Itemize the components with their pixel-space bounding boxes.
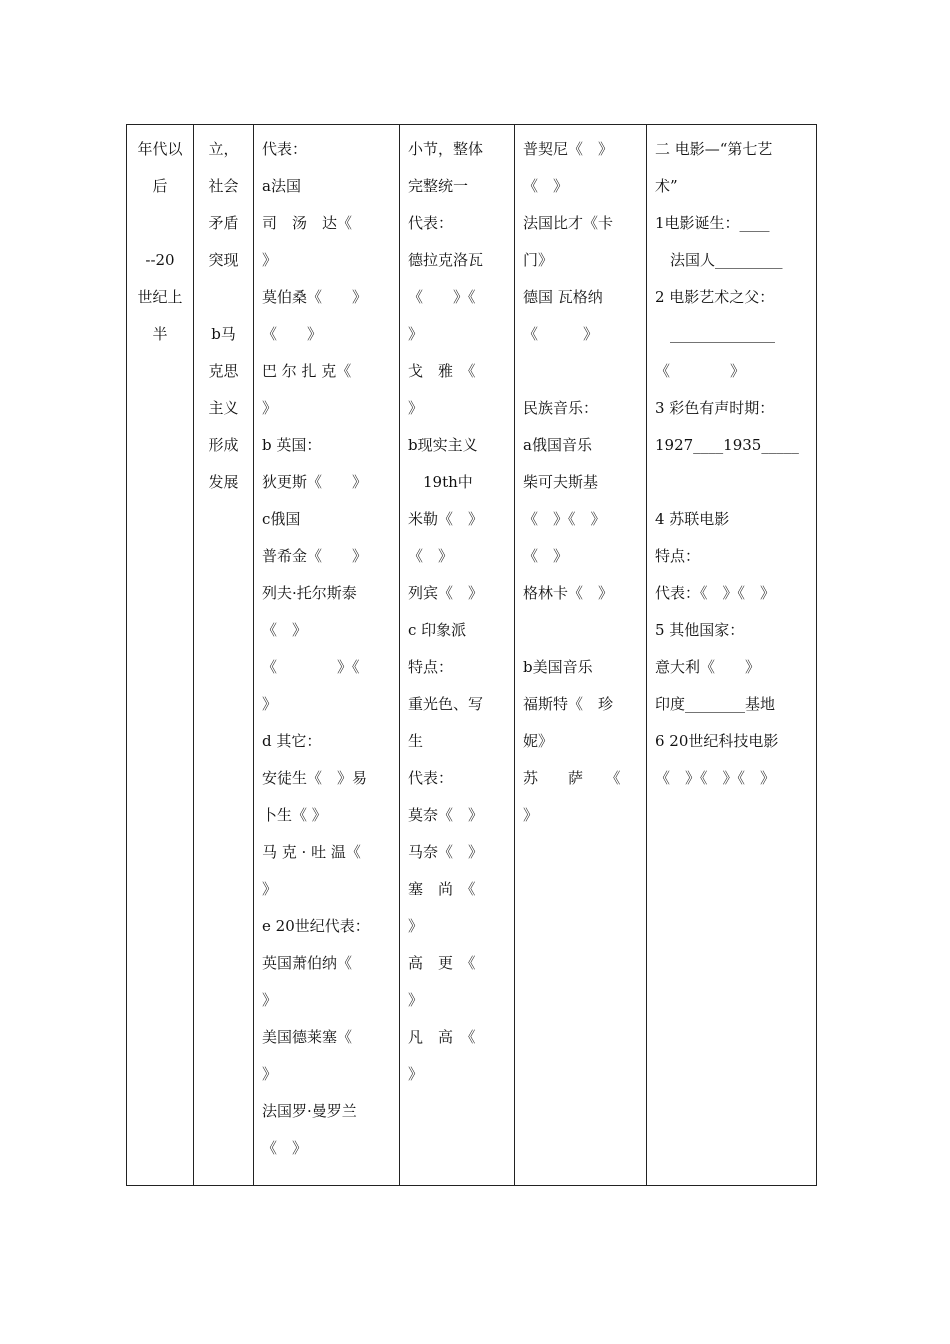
cell-line: 格林卡《 》 — [523, 584, 614, 602]
cell-line: 》 — [408, 991, 424, 1009]
cell-line: 特点： — [408, 658, 454, 676]
film-cell — [647, 125, 817, 1186]
cell-line: 》 — [408, 325, 424, 343]
cell-line: 门》 — [523, 251, 554, 269]
cell-line: 3 彩色有声时期： — [655, 399, 775, 417]
cell-line: 卜生《 》 — [262, 806, 327, 824]
cell-line: 列夫·托尔斯泰 — [262, 584, 357, 602]
cell-line: 莫奈《 》 — [408, 806, 484, 824]
cell-line: c 印象派 — [408, 621, 467, 639]
cell-line: d 其它： — [262, 732, 322, 750]
cell-line: b 英国： — [262, 436, 322, 454]
cell-line: 》 — [262, 251, 278, 269]
cell-line: 德拉克洛瓦 — [408, 251, 484, 269]
cell-line: b美国音乐 — [523, 658, 593, 676]
cell-line: 立， — [208, 140, 239, 158]
cell-line: 形成 — [208, 436, 239, 454]
cell-line: 《 》 — [523, 325, 599, 343]
cell-line: 《 》《 》 — [523, 510, 606, 528]
background-cell — [194, 125, 254, 1186]
cell-line: 意大利《 》 — [655, 658, 761, 676]
cell-line: 柴可夫斯基 — [523, 473, 599, 491]
cell-line: 美国德莱塞《 — [262, 1028, 353, 1046]
cell-line: 法国比才《卡 — [523, 214, 614, 232]
cell-line: 6 20世纪科技电影 — [655, 732, 779, 750]
cell-line: 特点： — [655, 547, 701, 565]
music-cell — [515, 125, 647, 1186]
cell-line: 后 — [152, 177, 168, 195]
cell-line: 《 》《 — [408, 288, 476, 306]
cell-line: 》 — [523, 806, 539, 824]
cell-line: 代表： — [408, 214, 454, 232]
cell-line: 马奈《 》 — [408, 843, 484, 861]
cell-line: 《 》 — [655, 362, 746, 380]
cell-line — [523, 612, 638, 649]
cell-line: 代表：《 》《 》 — [655, 584, 776, 602]
cell-line: 4 苏联电影 — [655, 510, 730, 528]
cell-line: 狄更斯《 》 — [262, 473, 368, 491]
cell-line: 完整统一 — [408, 177, 469, 195]
cell-line: 5 其他国家： — [655, 621, 745, 639]
cell-line: 世纪上 — [137, 288, 183, 306]
cell-line: 法国人_________ — [655, 251, 783, 269]
cell-line: 福斯特《 珍 — [523, 695, 614, 713]
cell-line: 代表： — [262, 140, 308, 158]
cell-line: b马 — [211, 325, 236, 343]
cell-line: 》 — [408, 399, 424, 417]
cell-line: 术” — [655, 177, 678, 195]
cell-line: 19th中 — [408, 473, 473, 491]
cell-line: 突现 — [208, 251, 239, 269]
cell-line: 小节，整体 — [408, 140, 484, 158]
cell-line — [202, 279, 245, 316]
cell-line: 生 — [408, 732, 424, 750]
cell-line: 苏 萨 《 — [523, 769, 621, 787]
cell-line: b现实主义 — [408, 436, 478, 454]
cell-line: 二 电影—“第七艺 — [655, 140, 773, 158]
cell-line: 2 电影艺术之父： — [655, 288, 775, 306]
cell-line: 年代以 — [137, 140, 183, 158]
cell-line: 《 》 — [408, 547, 454, 565]
painting-cell — [400, 125, 515, 1186]
cell-line: 司 汤 达《 — [262, 214, 353, 232]
cell-line: 高 更 《 — [408, 954, 476, 972]
cell-line: 发展 — [208, 473, 239, 491]
cell-line: 《 》《 》《 》 — [655, 769, 776, 787]
literature-cell — [254, 125, 400, 1186]
cell-line: 《 》 — [523, 547, 569, 565]
cell-line: 巴 尔 扎 克《 — [262, 362, 352, 380]
cell-line: 克思 — [208, 362, 239, 380]
cell-line: 凡 高 《 — [408, 1028, 476, 1046]
cell-line: 《 》 — [523, 177, 569, 195]
cell-line: 》 — [262, 695, 278, 713]
table-row — [127, 125, 817, 1186]
cell-line: 法国罗·曼罗兰 — [262, 1102, 357, 1120]
cell-line: 印度________基地 — [655, 695, 776, 713]
cell-line: 《 》《 — [262, 658, 360, 676]
cell-line: 社会 — [208, 177, 239, 195]
cell-line: a法国 — [262, 177, 301, 195]
cell-line: 普契尼《 》 — [523, 140, 614, 158]
cell-line: --20 — [145, 251, 175, 269]
cell-line: 主义 — [208, 399, 239, 417]
cell-line: 半 — [152, 325, 168, 343]
cell-line: 米勒《 》 — [408, 510, 484, 528]
cell-line: 民族音乐： — [523, 399, 599, 417]
cell-line: 》 — [262, 399, 278, 417]
cell-line: 《 》 — [262, 325, 323, 343]
cell-line: 莫伯桑《 》 — [262, 288, 368, 306]
cell-line: 矛盾 — [208, 214, 239, 232]
cell-line: e 20世纪代表： — [262, 917, 370, 935]
cell-line: 重光色、写 — [408, 695, 484, 713]
cell-line: c俄国 — [262, 510, 301, 528]
cell-line — [523, 353, 638, 390]
cell-line: 《 》 — [262, 1139, 308, 1157]
cell-line: 塞 尚 《 — [408, 880, 476, 898]
cell-line: 德国 瓦格纳 — [523, 288, 603, 306]
era-cell — [127, 125, 194, 1186]
cell-line: 1927____1935_____ — [655, 436, 799, 454]
cell-line — [655, 464, 808, 501]
cell-line: 》 — [408, 917, 424, 935]
cell-line: 》 — [262, 1065, 278, 1083]
cell-line: 戈 雅 《 — [408, 362, 476, 380]
cell-line: 代表： — [408, 769, 454, 787]
cell-line: 》 — [262, 991, 278, 1009]
cell-line: a俄国音乐 — [523, 436, 592, 454]
cell-line: 安徒生《 》易 — [262, 769, 368, 787]
cell-line: ______________ — [655, 325, 776, 343]
cell-line: 《 》 — [262, 621, 308, 639]
cell-line: 妮》 — [523, 732, 554, 750]
history-art-table — [126, 124, 817, 1186]
cell-line: 马 克 · 吐 温《 — [262, 843, 361, 861]
cell-line: 1电影诞生：____ — [655, 214, 770, 232]
cell-line: 》 — [408, 1065, 424, 1083]
cell-line: 列宾《 》 — [408, 584, 484, 602]
cell-line: 普希金《 》 — [262, 547, 368, 565]
cell-line — [135, 205, 185, 242]
cell-line: 》 — [262, 880, 278, 898]
cell-line: 英国萧伯纳《 — [262, 954, 353, 972]
